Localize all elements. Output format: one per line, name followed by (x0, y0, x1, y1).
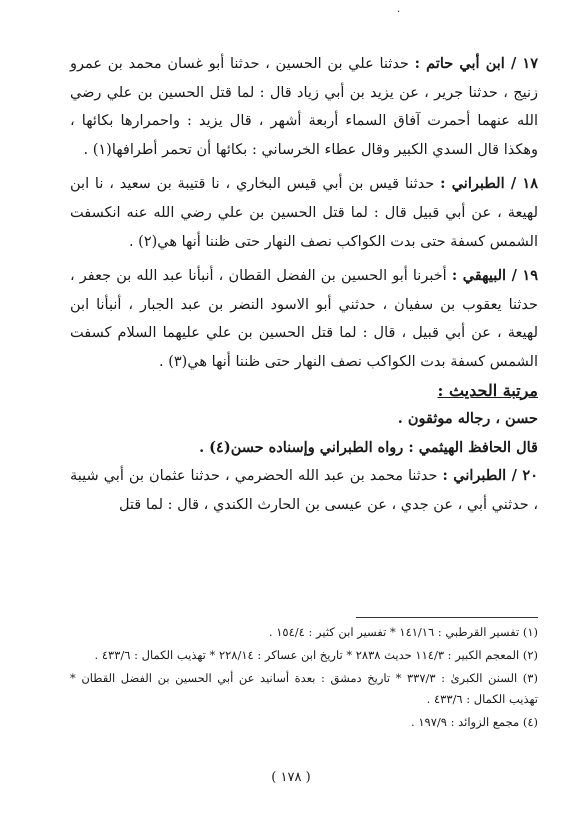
main-text (70, 50, 538, 520)
entry-19-text: أخبرنا أبو الحسين بن الفضل القطان ، أنبأنا عبد الله بن جعفر ، حدثنا يعقوب بن سفيان ، حدثني أبو الاسود النضر بن عبد الجبار ، أنبأنا ابن لهيعة ، عن أبي قبيل ، قال : لما قتل الحسين بن علي عليهما السلام كسفت الشمس كسفة بدت الكواكب نصف النهار حتى ظننا أنها هي(٣) . (70, 268, 538, 370)
grade-line: حسن ، رجاله موثقون . (397, 410, 538, 428)
entry-17-lead: ١٧ / ابن أبي حاتم : (414, 55, 538, 72)
entry-19 (70, 262, 538, 376)
section-heading: مرتبة الحديث : (437, 380, 538, 400)
entry-17 (70, 50, 538, 164)
entry-19-lead: ١٩ / البيهقي : (451, 267, 538, 285)
footnote-2: (٢) المعجم الكبير : ١١٤/٣ حديث ٢٨٣٨ * تاريخ ابن عساكر : ٢٢٨/١٤ * تهذيب الكمال : ٤٣٣/٦ . (94, 648, 538, 662)
haythami-line: قال الحافظ الهيثمي : رواه الطبراني وإسناده حسن(٤) . (199, 438, 538, 456)
page-number: ( ١٧٨ ) (271, 770, 311, 785)
footnote-3: (٣) السنن الكبرىٰ : ٣٣٧/٣ * تاريخ دمشق : بعدة أسانيد عن أبي الحسين بن الفضل القطان * تهذيب الكمال : ٤٣٣/٦ . (70, 671, 538, 706)
entry-20 (70, 462, 538, 519)
entry-18 (70, 170, 538, 256)
footnote-divider (356, 617, 538, 618)
footnote-1: (١) تفسير القرطبي : ١٤١/١٦ * تفسير ابن كثير : ١٥٤/٤ . (268, 625, 538, 639)
footnote-4: (٤) مجمع الزوائد : ١٩٧/٩ . (411, 715, 538, 729)
entry-17-text: حدثنا علي بن الحسين ، حدثنا أبو غسان محمد بن عمرو زنيج ، حدثنا جرير ، عن يزيد بن أبي زياد قال : لما قتل الحسين بن علي رضي الله عنهما أحمرت آفاق السماء أربعة أشهر ، قال يزيد : واحمرارها بكائها ، وهكذا قال السدي الكبير وقال عطاء الخرساني : بكائها أن تحمر أطرافها(١) . (70, 56, 539, 158)
entry-18-lead: ١٨ / الطبراني : (440, 175, 538, 193)
entry-20-lead: ٢٠ / الطبراني : (442, 467, 538, 485)
top-mark: · (397, 7, 401, 18)
entry-18-text: حدثنا قيس بن أبي قيس البخاري ، نا قتيبة بن سعيد ، نا ابن لهيعة ، عن أبي قبيل قال : لما قتل الحسين بن علي رضي الله عنه انكسفت الشمس كسفة حتى بدت الكواكب نصف النهار حتى ظننا أنها هي(٢) . (70, 176, 538, 250)
footnotes (70, 622, 538, 733)
entry-20-text: حدثنا محمد بن عبد الله الحضرمي ، حدثنا عثمان بن أبي شيبة ، حدثني أبي ، عن جدي ، عن عيسى بن الحارث الكندي ، قال : لما قتل (70, 468, 538, 513)
